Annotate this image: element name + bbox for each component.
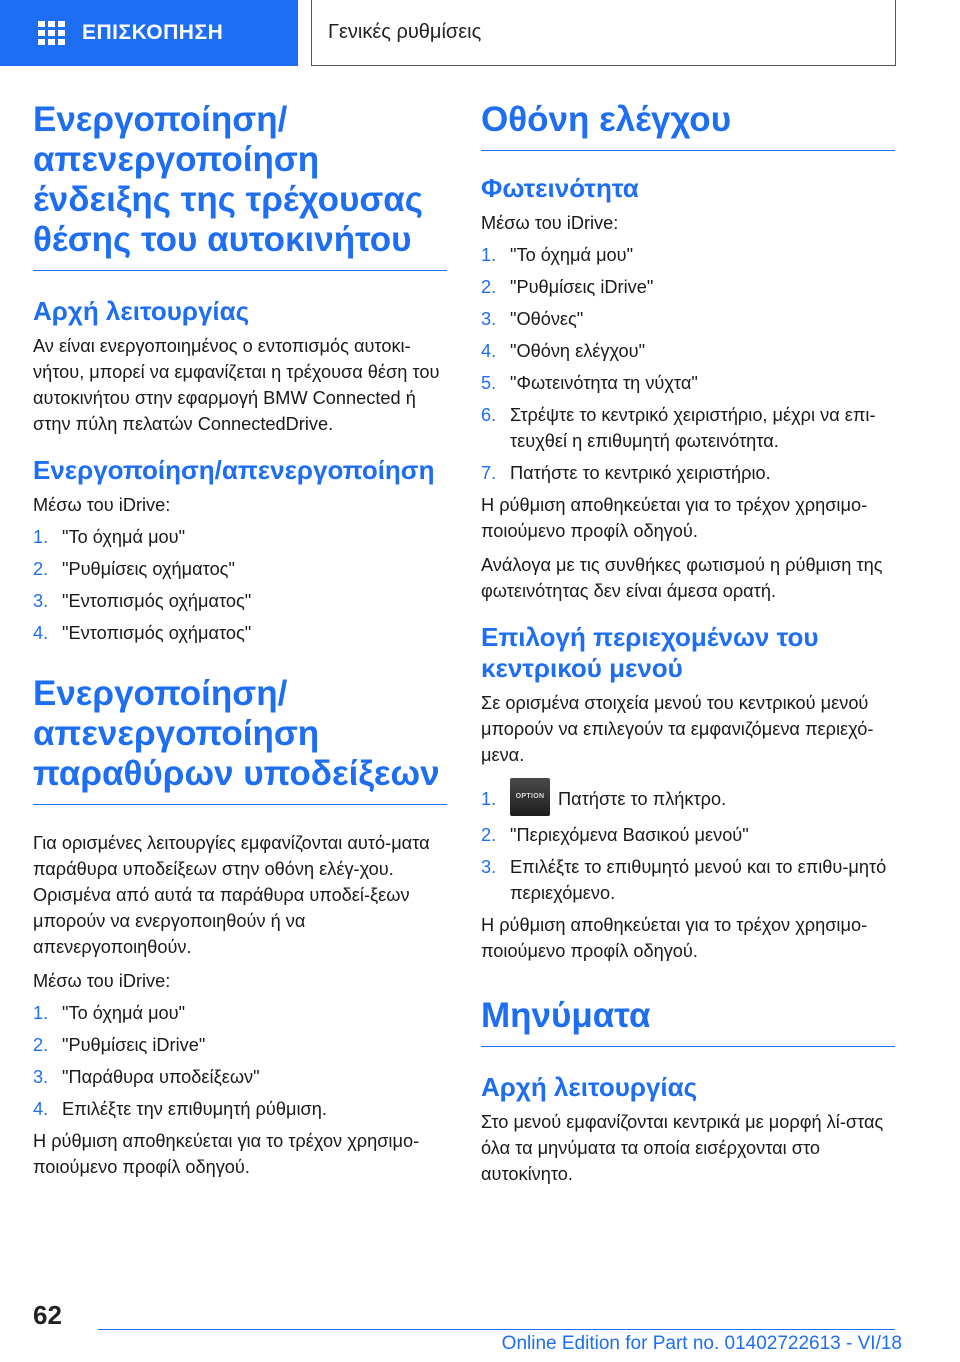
heading-toggle: Ενεργοποίηση/απενεργοποίηση <box>33 455 435 485</box>
list-item: 5. "Φωτεινότητα τη νύχτα" <box>481 373 698 393</box>
brightness-steps <box>481 242 895 486</box>
menu-text: Σε ορισμένα στοιχεία μενού του κεντρικού μενού μπορούν να επιλεγούν τα εμφανιζόμενα περιεχό-μενα. <box>481 693 874 765</box>
list-item: 3. "Παράθυρα υποδείξεων" <box>33 1067 260 1087</box>
list-item: 1. OPTION Πατήστε το πλήκτρο. <box>481 778 895 816</box>
list-item: 2. "Ρυθμίσεις iDrive" <box>33 1035 206 1055</box>
list-item: 2. "Ρυθμίσεις iDrive" <box>481 277 654 297</box>
list-item: 3. "Οθόνες" <box>481 309 584 329</box>
list-item: 2. "Περιεχόμενα Βασικού μενού" <box>481 825 749 845</box>
list-item: 4. "Οθόνη ελέγχου" <box>481 341 646 361</box>
hint-windows-intro: Για ορισμένες λειτουργίες εμφανίζονται αυτό-ματα παράθυρα υποδείξεων στην οθόνη ελέγ-χου. Ορισμένα από αυτά τα παράθυρα υποδεί-ξεων μπορούν να ενεργοποιηθούν ή να απενεργοποιηθούν. <box>33 833 430 957</box>
list-item: 4. Επιλέξτε την επιθυμητή ρύθμιση. <box>33 1099 327 1119</box>
list-item: 4. "Εντοπισμός οχήματος" <box>33 623 252 643</box>
brightness-visibility-note: Ανάλογα με τις συνθήκες φωτισμού η ρύθμιση της φωτεινότητας δεν είναι άμεσα ορατή. <box>481 555 883 601</box>
heading-brightness: Φωτεινότητα <box>481 173 639 203</box>
heading-vehicle-location: Ενεργοποίηση/ απενεργοποίηση ένδειξης της τρέχουσας θέσης του αυτοκινήτου <box>33 100 447 271</box>
grid-icon <box>38 21 66 45</box>
heading-principle: Αρχή λειτουργίας <box>33 296 250 326</box>
heading-principle: Αρχή λειτουργίας <box>481 1072 698 1102</box>
messages-text: Στο μενού εμφανίζονται κεντρικά με μορφή λί-στας όλα τα μηνύματα τα οποία εισέρχονται στο αυτοκίνητο. <box>481 1112 884 1184</box>
right-column <box>481 100 895 1187</box>
list-item: 6. Στρέψτε το κεντρικό χειριστήριο, μέχρι να επι-τευχθεί η επιθυμητή φωτεινότητα. <box>481 405 876 451</box>
page-number: 62 <box>33 1300 62 1330</box>
heading-messages: Μηνύματα <box>481 996 895 1047</box>
left-column <box>33 100 447 1180</box>
menu-steps <box>481 778 895 906</box>
list-item: 7. Πατήστε το κεντρικό χειριστήριο. <box>481 463 771 483</box>
via-idrive: Μέσω του iDrive: <box>481 213 619 233</box>
location-steps <box>33 524 447 646</box>
via-idrive: Μέσω του iDrive: <box>33 495 171 515</box>
list-item: 2. "Ρυθμίσεις οχήματος" <box>33 559 235 579</box>
heading-control-display: Οθόνη ελέγχου <box>481 100 895 151</box>
section-title: Γενικές ρυθμίσεις <box>311 0 896 66</box>
list-item: 3. "Εντοπισμός οχήματος" <box>33 591 252 611</box>
overview-tab-label: ΕΠΙΣΚΟΠΗΣΗ <box>82 21 224 44</box>
heading-main-menu-contents: Επιλογή περιεχομένων του κεντρικού μενού <box>481 622 819 683</box>
option-button: OPTION <box>510 778 550 816</box>
via-idrive: Μέσω του iDrive: <box>33 971 171 991</box>
footer-edition: Online Edition for Part no. 01402722613 - VI/18 <box>501 1333 902 1354</box>
principle-text: Αν είναι ενεργοποιημένος ο εντοπισμός αυτοκι-νήτου, μπορεί να εμφανίζεται η τρέχουσα θέση του αυτοκινήτου στην εφαρμογή BMW Connected ή στην πύλη πελατών ConnectedDrive. <box>33 336 440 434</box>
footer-divider <box>98 1329 895 1330</box>
hint-steps <box>33 1000 447 1122</box>
list-item: 1. "Το όχημά μου" <box>33 1003 186 1023</box>
list-item: 1. "Το όχημά μου" <box>481 245 634 265</box>
brightness-note: Η ρύθμιση αποθηκεύεται για το τρέχον χρησιμο-ποιούμενο προφίλ οδηγού. <box>481 495 868 541</box>
heading-hint-windows: Ενεργοποίηση/ απενεργοποίηση παραθύρων υποδείξεων <box>33 674 447 805</box>
overview-tab[interactable] <box>0 0 298 66</box>
hint-note: Η ρύθμιση αποθηκεύεται για το τρέχον χρησιμο-ποιούμενο προφίλ οδηγού. <box>33 1131 420 1177</box>
list-item: 3. Επιλέξτε το επιθυμητό μενού και το επιθυ-μητό περιεχόμενο. <box>481 857 887 903</box>
menu-note: Η ρύθμιση αποθηκεύεται για το τρέχον χρησιμο-ποιούμενο προφίλ οδηγού. <box>481 915 868 961</box>
list-item: 1. "Το όχημά μου" <box>33 527 186 547</box>
